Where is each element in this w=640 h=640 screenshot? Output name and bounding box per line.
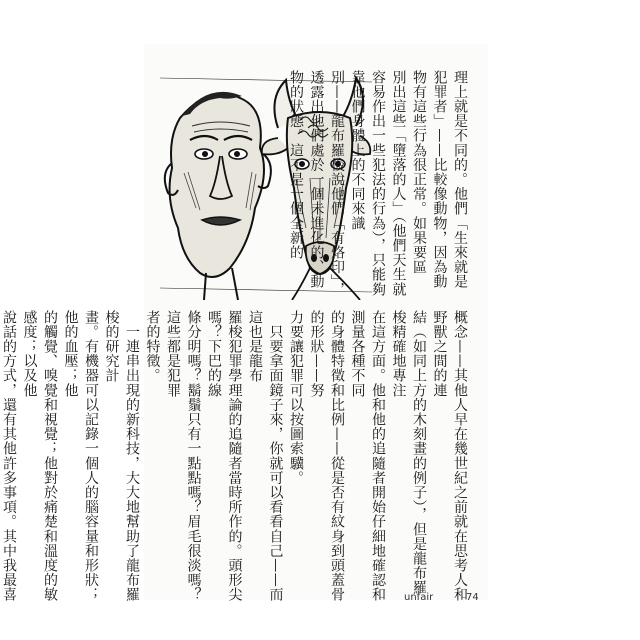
- footer-book-title: unfair: [404, 592, 434, 603]
- book-page: [1, 44, 488, 602]
- text-line: 說話的方式，還有其他許多事項。其中我最喜: [1, 310, 17, 602]
- text-line: 理上就是不同的。他們「生來就是犯罪者」——比較像動物，因為動物有這些行為很正常。如果要區: [411, 70, 468, 289]
- text-line: 一連串出現的新科技，大大地幫助了龍布羅梭的研究計: [103, 310, 140, 602]
- text-line: 的身體特徵和比例——從是否有紋身到頭蓋骨的形狀——努: [308, 310, 345, 602]
- page-number: 74: [466, 592, 479, 603]
- text-line: 在這方面。他和他的追隨者開始仔細地確認和測量各種不同: [349, 310, 386, 602]
- human-face-woodcut-icon: [165, 92, 271, 300]
- text-line: 畫。有機器可以記錄一個人的腦容量和形狀；他的血壓；他: [62, 310, 99, 602]
- text-line: 的觸覺、嗅覺和視覺；他對於痛楚和溫度的敏感度；以及他: [21, 310, 58, 602]
- body-text-column: [0, 310, 470, 602]
- text-line: 結（如同上方的木刻畫的例子），但是龍布羅梭精確地專注: [390, 310, 427, 595]
- text-line: 羅梭犯罪學理論的追隨者當時所作的。頭形尖嗎？下巴的線: [206, 310, 243, 602]
- text-line: 力要讓犯罪可以按圖索驥。: [288, 310, 304, 486]
- top-text-column: [286, 70, 471, 298]
- text-line: 條分明嗎？鬍鬚只有一點點嗎？眉毛很淡嗎？這些都是犯罪: [165, 310, 202, 602]
- text-line: 只要拿面鏡子來，你就可以看看自己——而這也是龍布: [247, 310, 284, 602]
- text-line: 別——龍布羅梭說他們「有烙印」，透露出他們處於一個未進化的、動物的狀態。這不是一個全新的: [288, 70, 345, 297]
- text-line: 者的特徵。: [144, 310, 161, 383]
- text-line: 概念——其他人早在幾世紀之前就在思考人和野獸之間的連: [431, 310, 468, 602]
- text-line: 別出這些「墮落的人」（他們天生就容易作出一些犯法的行為），只能夠靠他們身體上的不同來識: [349, 70, 407, 297]
